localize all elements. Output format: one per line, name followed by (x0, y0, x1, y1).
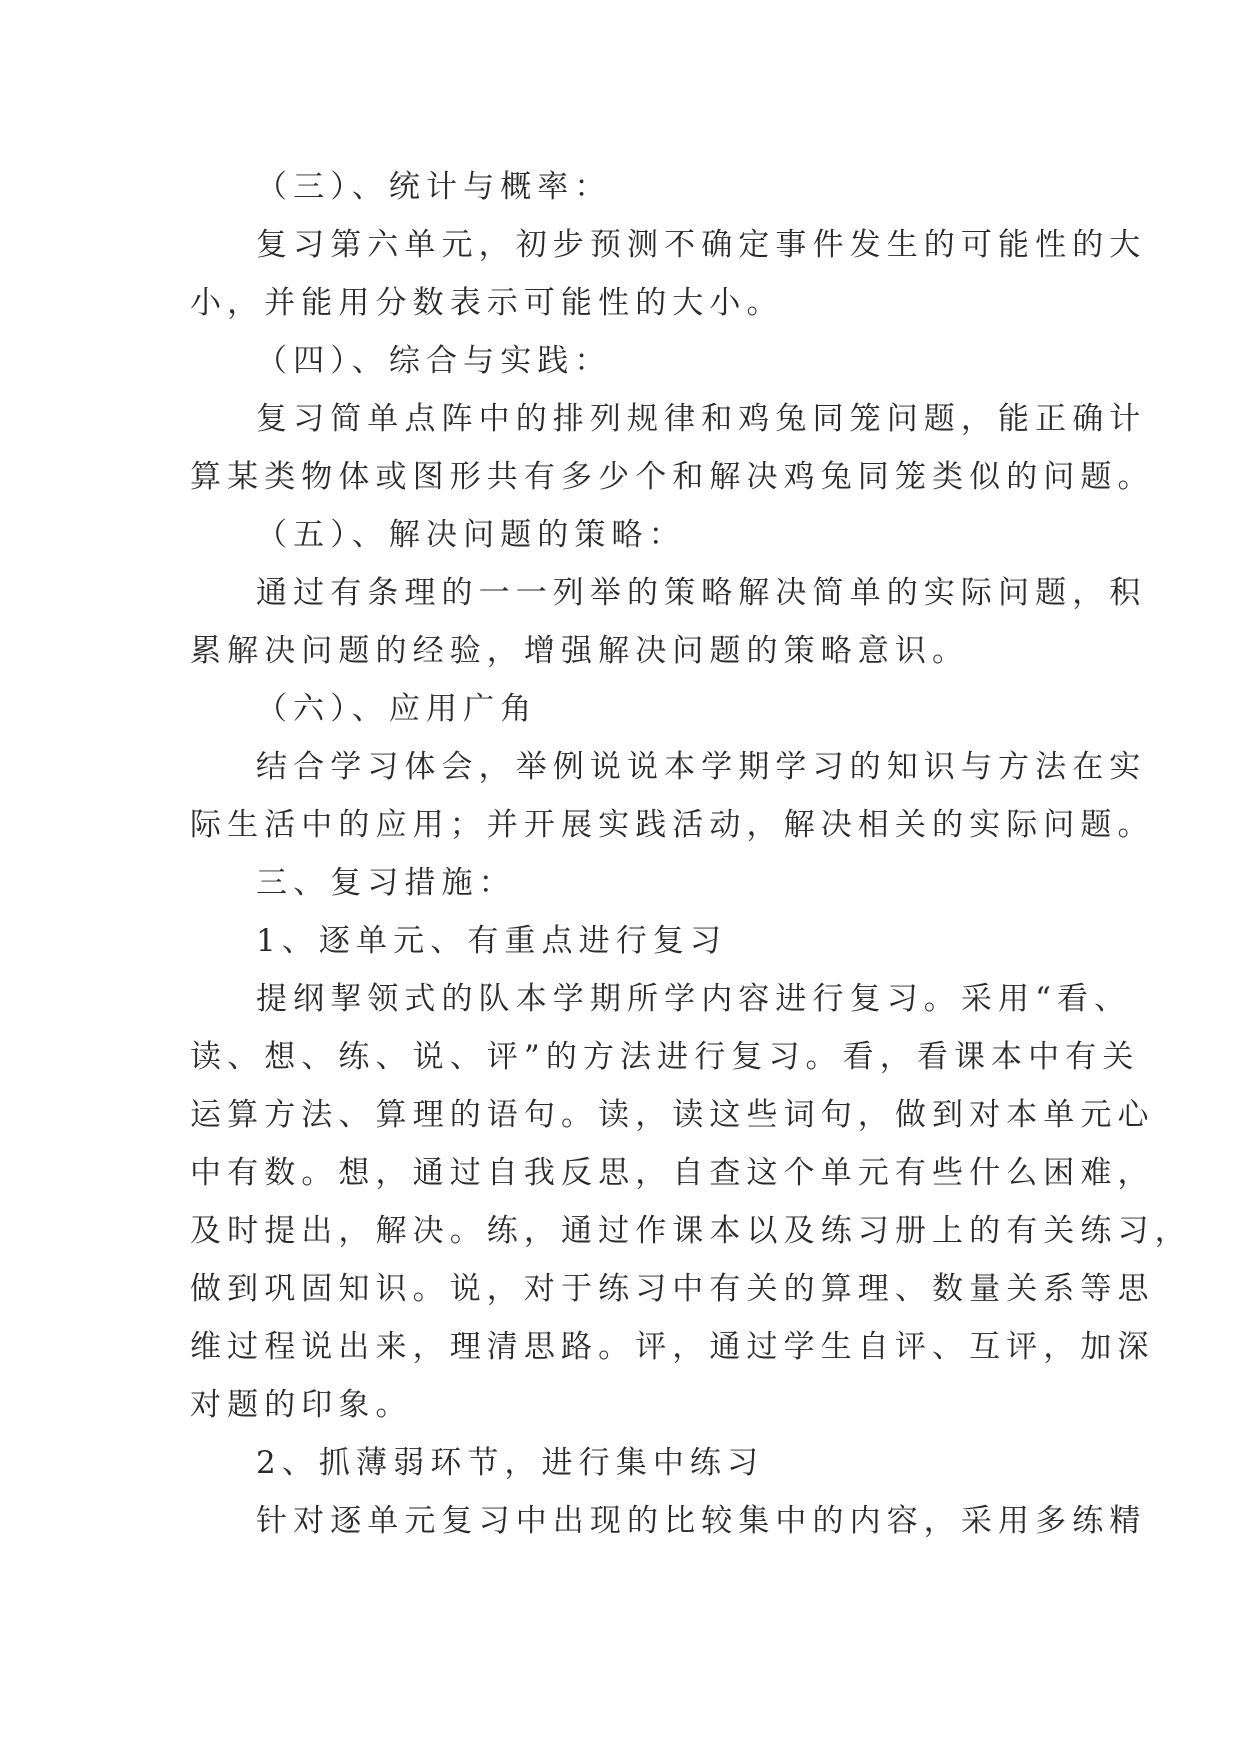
subheading-weak-points: 2、抓薄弱环节，进行集中练习 (256, 1445, 765, 1481)
paragraph-line: 及时提出，解决。练，通过作课本以及练习册上的有关练习， (190, 1213, 1192, 1249)
paragraph-line: 结合学习体会，举例说说本学期学习的知识与方法在实 (256, 749, 1147, 785)
section-heading-strategy: （五）、解决问题的策略： (256, 517, 686, 553)
paragraph-line: 针对逐单元复习中出现的比较集中的内容，采用多练精 (256, 1503, 1147, 1539)
paragraph-line: 运算方法、算理的语句。读，读这些词句，做到对本单元心 (190, 1097, 1155, 1133)
paragraph-line: 读、想、练、说、评”的方法进行复习。看，看课本中有关 (190, 1039, 1140, 1075)
paragraph-line: 复习简单点阵中的排列规律和鸡兔同笼问题，能正确计 (256, 401, 1147, 437)
paragraph-line: 做到巩固知识。说，对于练习中有关的算理、数量关系等思 (190, 1271, 1155, 1307)
paragraph-line: 中有数。想，通过自我反思，自查这个单元有些什么困难， (190, 1155, 1155, 1191)
subheading-review-by-unit: 1、逐单元、有重点进行复习 (256, 923, 728, 959)
paragraph-line: 复习第六单元，初步预测不确定事件发生的可能性的大 (256, 227, 1147, 263)
paragraph-line: 际生活中的应用；并开展实践活动，解决相关的实际问题。 (190, 807, 1155, 843)
section-heading-statistics: （三）、统计与概率： (256, 169, 612, 205)
paragraph-line: 对题的印象。 (190, 1387, 413, 1423)
paragraph-line: 提纲挈领式的队本学期所学内容进行复习。采用“看、 (256, 981, 1132, 1017)
section-heading-measures: 三、复习措施： (256, 865, 516, 901)
section-heading-practice: （四）、综合与实践： (256, 343, 612, 379)
paragraph-line: 通过有条理的一一列举的策略解决简单的实际问题，积 (256, 575, 1147, 611)
paragraph-line: 维过程说出来，理清思路。评，通过学生自评、互评，加深 (190, 1329, 1155, 1365)
paragraph-line: 小，并能用分数表示可能性的大小。 (190, 285, 784, 321)
paragraph-line: 累解决问题的经验，增强解决问题的策略意识。 (190, 633, 970, 669)
section-heading-application: （六）、应用广角 (256, 691, 538, 727)
paragraph-line: 算某类物体或图形共有多少个和解决鸡兔同笼类似的问题。 (190, 459, 1155, 495)
